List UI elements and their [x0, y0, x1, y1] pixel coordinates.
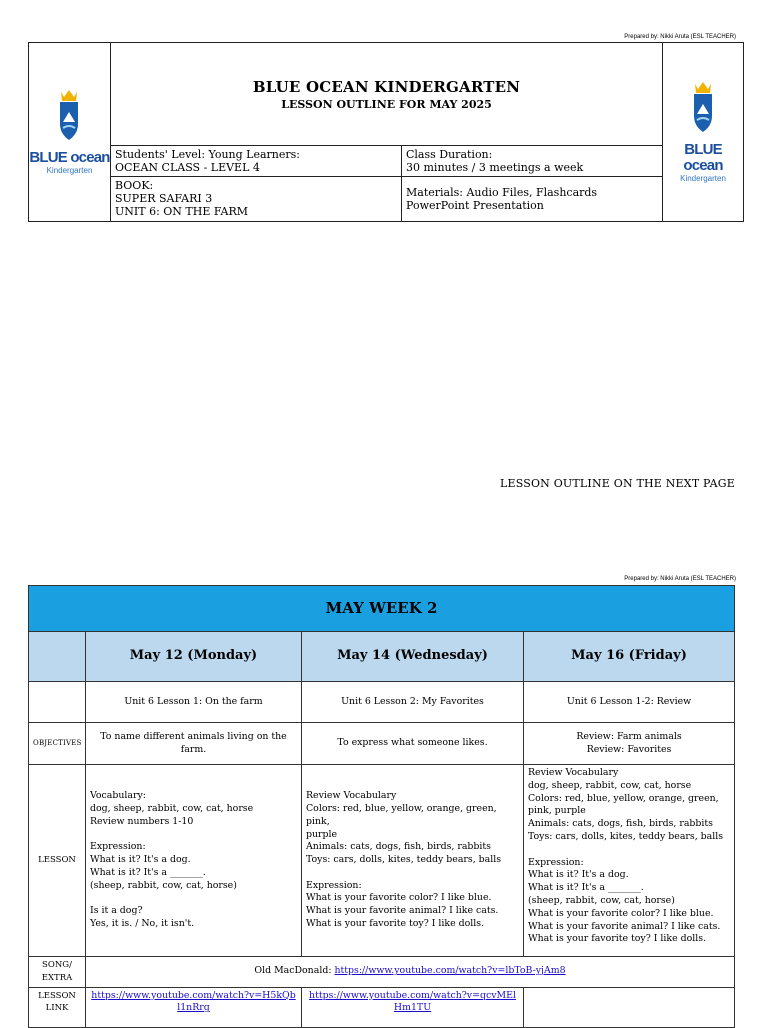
lesson-line: purple: [306, 828, 338, 840]
lesson-link-friday-cell: [524, 987, 735, 1027]
lesson-spacer: [90, 892, 297, 905]
topic-blank: [29, 682, 86, 723]
prepared-by-top: Prepared by: Nikki Aruta (ESL TEACHER): [624, 34, 736, 40]
class-duration-label: Class Duration:: [406, 148, 493, 161]
lesson-line: (sheep, rabbit, cow, cat, horse): [90, 879, 237, 891]
day-head-wednesday: May 14 (Wednesday): [302, 632, 524, 682]
lesson-line: Expression:: [528, 856, 584, 868]
lesson-link-wednesday[interactable]: https://www.youtube.com/watch?v=qcvMElHm1TU: [309, 989, 516, 1014]
week-table: [28, 585, 735, 1028]
lesson-link-label-line-2: LINK: [45, 1003, 69, 1014]
song-title: Old MacDonald:: [254, 965, 335, 977]
book-title: SUPER SAFARI 3: [115, 192, 213, 206]
school-logo-left: [29, 88, 109, 176]
students-level-label: Students' Level: Young Learners:: [115, 148, 300, 161]
objectives-monday: [86, 723, 302, 765]
lesson-link-monday-cell: [86, 987, 302, 1027]
lesson-line: Yes, it is. / No, it isn't.: [90, 918, 195, 930]
objective-monday-line-2: farm.: [180, 743, 207, 755]
title-cell: [111, 43, 663, 146]
logo-sub-text: Kindergarten: [680, 173, 726, 183]
next-page-note: LESSON OUTLINE ON THE NEXT PAGE: [499, 477, 735, 490]
objectives-friday: [524, 723, 735, 765]
day-head-monday: May 12 (Monday): [86, 632, 302, 682]
logo-brand-text: BLUE ocean: [29, 148, 110, 166]
lesson-line: Review Vocabulary: [528, 767, 619, 778]
lesson-link-label-line-1: LESSON: [38, 990, 76, 1001]
lesson-monday: [86, 765, 302, 957]
lesson-spacer: [90, 829, 297, 842]
song-label-line-2: EXTRA: [41, 972, 73, 983]
materials-line-1: Materials: Audio Files, Flashcards: [406, 186, 598, 200]
lesson-line: Expression:: [306, 879, 362, 891]
lesson-label: LESSON: [29, 765, 86, 957]
lesson-line: What is it? It's a dog.: [90, 854, 191, 866]
topic-wednesday: Unit 6 Lesson 2: My Favorites: [302, 682, 524, 723]
materials-line-2: PowerPoint Presentation: [406, 199, 544, 213]
lesson-line: What is your favorite animal? I like cats.: [528, 920, 721, 932]
lesson-line: What is it? It's a _______.: [528, 882, 644, 894]
song-label-line-1: SONG/: [42, 960, 72, 970]
objective-friday-line-1: Review: Farm animals: [576, 730, 682, 742]
song-label: [29, 957, 86, 988]
day-head-blank: [29, 632, 86, 682]
objective-monday-line-1: To name different animals living on the: [100, 730, 287, 742]
logo-right-cell: [663, 43, 744, 222]
book-label: BOOK:: [115, 179, 154, 193]
topic-monday: Unit 6 Lesson 1: On the farm: [86, 682, 302, 723]
book-unit: UNIT 6: ON THE FARM: [115, 205, 249, 219]
students-level-value: OCEAN CLASS - LEVEL 4: [115, 161, 260, 174]
lesson-line: (sheep, rabbit, cow, cat, horse): [528, 894, 675, 906]
lesson-line: dog, sheep, rabbit, cow, cat, horse: [90, 802, 254, 814]
week-title: MAY WEEK 2: [29, 586, 735, 632]
logo-left-cell: [29, 43, 111, 222]
lesson-line: Toys: cars, dolls, kites, teddy bears, balls: [306, 854, 502, 866]
lesson-line: What is your favorite color? I like blue.: [528, 907, 714, 919]
objectives-label: OBJECTIVES: [29, 723, 86, 765]
class-duration-cell: [402, 146, 663, 177]
lesson-line: Review numbers 1-10: [90, 815, 194, 827]
lesson-line: Animals: cats, dogs, fish, birds, rabbits: [306, 841, 491, 853]
lesson-line: What is it? It's a dog.: [528, 869, 629, 881]
materials-cell: [402, 177, 663, 222]
lesson-line: Vocabulary:: [90, 790, 146, 802]
lesson-spacer: [528, 844, 730, 857]
objectives-wednesday: To express what someone likes.: [302, 723, 524, 765]
objective-friday-line-2: Review: Favorites: [586, 743, 672, 755]
lesson-line: Review Vocabulary: [306, 790, 397, 802]
crown-shield-icon: [54, 88, 84, 144]
logo-brand-text: BLUE ocean: [683, 140, 723, 174]
lesson-line: Colors: red, blue, yellow, orange, green,: [528, 792, 719, 804]
lesson-line: Toys: cars, dolls, kites, teddy bears, balls: [528, 830, 724, 842]
lesson-link-label: [29, 987, 86, 1027]
school-logo-right: [663, 80, 743, 184]
lesson-line: What is your favorite color? I like blue.: [306, 892, 492, 904]
topic-friday: Unit 6 Lesson 1-2: Review: [524, 682, 735, 723]
header-table: [28, 42, 744, 222]
prepared-by-bottom: Prepared by: Nikki Aruta (ESL TEACHER): [624, 576, 736, 582]
lesson-line: What is it? It's a _______.: [90, 866, 206, 878]
lesson-spacer: [306, 867, 519, 880]
lesson-link-wednesday-cell: [302, 987, 524, 1027]
logo-sub-text: Kindergarten: [46, 165, 93, 175]
class-duration-value: 30 minutes / 3 meetings a week: [406, 161, 584, 174]
crown-shield-icon: [688, 80, 718, 136]
lesson-line: Expression:: [90, 841, 146, 853]
lesson-line: What is your favorite toy? I like dolls.: [528, 933, 707, 945]
outline-subtitle: LESSON OUTLINE FOR MAY 2025: [281, 97, 492, 111]
lesson-line: Colors: red, blue, yellow, orange, green, pink,: [306, 802, 497, 827]
lesson-friday: [524, 765, 735, 957]
lesson-line: dog, sheep, rabbit, cow, cat, horse: [528, 779, 692, 791]
lesson-line: pink, purple: [528, 805, 586, 817]
students-level-cell: [111, 146, 402, 177]
lesson-line: What is your favorite animal? I like cats.: [306, 905, 499, 917]
lesson-line: What is your favorite toy? I like dolls.: [306, 918, 485, 930]
song-link[interactable]: https://www.youtube.com/watch?v=lbToB-yjAm8: [334, 965, 566, 977]
day-head-friday: May 16 (Friday): [524, 632, 735, 682]
lesson-link-monday[interactable]: https://www.youtube.com/watch?v=H5kQbl1nRrg: [91, 989, 296, 1014]
lesson-line: Animals: cats, dogs, fish, birds, rabbits: [528, 818, 713, 830]
song-cell: [86, 957, 735, 988]
book-cell: [111, 177, 402, 222]
lesson-line: Is it a dog?: [90, 905, 143, 917]
school-title: BLUE OCEAN KINDERGARTEN: [252, 77, 521, 96]
lesson-wednesday: [302, 765, 524, 957]
